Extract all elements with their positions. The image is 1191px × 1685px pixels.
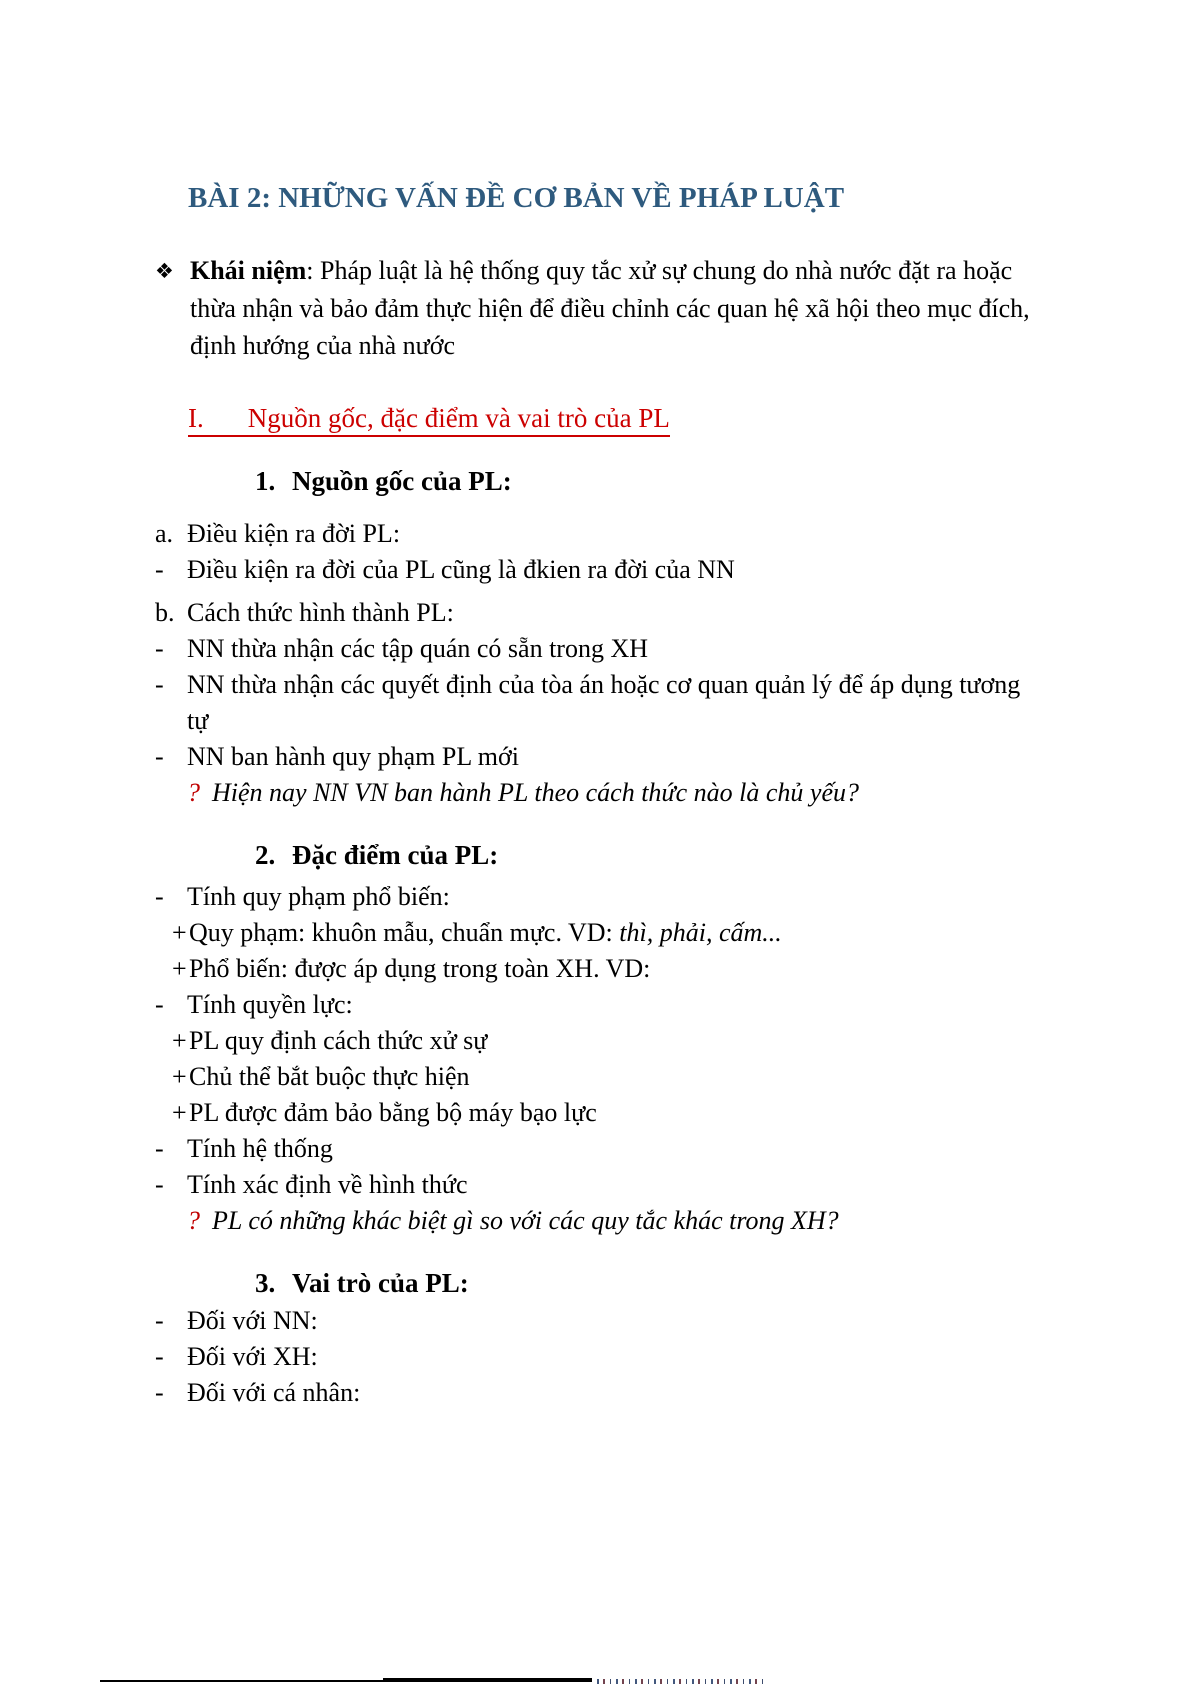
list-marker: -	[155, 1169, 164, 1199]
section-numeral: I.	[188, 402, 204, 433]
question-mark: ?	[187, 1205, 200, 1235]
section-title: Nguồn gốc, đặc điểm và vai trò của PL	[247, 402, 670, 433]
subsection-number: 1.	[255, 465, 276, 496]
list-item: - Tính quy phạm phổ biến:	[0, 879, 1191, 915]
page-title: BÀI 2: NHỮNG VẤN ĐỀ CƠ BẢN VỀ PHÁP LUẬT	[188, 182, 845, 214]
concept-paragraph	[0, 252, 1191, 365]
list-item: a. Điều kiện ra đời PL:	[0, 516, 1191, 552]
list-item: - Tính xác định về hình thức	[0, 1167, 1191, 1203]
list-marker: +	[172, 1097, 187, 1127]
concept-definition: : Pháp luật là hệ thống quy tắc xử sự chung do nhà nước đặt ra hoặc thừa nhận và bảo đảm thực hiện để điều chỉnh các quan hệ xã hội theo mục đích, định hướng của nhà nước	[190, 256, 1030, 360]
list-marker: -	[155, 989, 164, 1019]
section-heading-i	[0, 403, 1191, 437]
list-marker: -	[155, 741, 164, 771]
list-item: - NN thừa nhận các tập quán có sẵn trong XH	[0, 631, 1191, 667]
subsection-heading-1	[0, 465, 1191, 497]
list-item: - NN ban hành quy phạm PL mới	[0, 739, 1191, 775]
list-marker: +	[172, 953, 187, 983]
page-edge-bar	[383, 1678, 592, 1682]
list-text: Quy phạm: khuôn mẫu, chuẩn mực. VD: thì, phải, cấm...	[189, 917, 782, 947]
diamond-bullet-icon: ❖	[155, 259, 174, 283]
subsection-title: Nguồn gốc của PL:	[292, 465, 512, 496]
list-item: b. Cách thức hình thành PL:	[0, 595, 1191, 631]
list-item: - NN thừa nhận các quyết định của tòa án hoặc cơ quan quản lý để áp dụng tương tự	[0, 667, 1191, 739]
concept-text	[190, 252, 1035, 365]
subsection-title: Đặc điểm của PL:	[292, 839, 499, 870]
question-line: ? PL có những khác biệt gì so với các quy tắc khác trong XH?	[0, 1203, 1191, 1239]
list-marker: -	[155, 881, 164, 911]
section-heading-underline	[188, 403, 670, 437]
question-line: ? Hiện nay NN VN ban hành PL theo cách thức nào là chủ yếu?	[0, 775, 1191, 811]
subsection-heading-3	[0, 1267, 1191, 1299]
list-marker: -	[155, 1377, 164, 1407]
list-marker: -	[155, 633, 164, 663]
list-item: - Đối với cá nhân:	[0, 1375, 1191, 1411]
list-item: - Tính quyền lực:	[0, 987, 1191, 1023]
question-mark: ?	[187, 777, 200, 807]
list-marker: -	[155, 1133, 164, 1163]
concept-term: Khái niệm	[190, 256, 307, 285]
list-marker: +	[172, 1025, 187, 1055]
list-item: + Chủ thể bắt buộc thực hiện	[0, 1059, 1191, 1095]
list-marker: -	[155, 1341, 164, 1371]
list-item	[0, 915, 1191, 951]
subsection-number: 3.	[255, 1267, 276, 1298]
list-item: - Tính hệ thống	[0, 1131, 1191, 1167]
list-marker: -	[155, 1305, 164, 1335]
list-marker: +	[172, 1061, 187, 1091]
list-item: + PL quy định cách thức xử sự	[0, 1023, 1191, 1059]
example-italic: thì, phải, cấm...	[619, 917, 782, 947]
list-item: + PL được đảm bảo bằng bộ máy bạo lực	[0, 1095, 1191, 1131]
subsection-title: Vai trò của PL:	[292, 1267, 469, 1298]
list-marker: a.	[155, 518, 174, 548]
subsection-heading-2	[0, 839, 1191, 871]
list-marker: +	[172, 917, 187, 947]
subsection-number: 2.	[255, 839, 276, 870]
cutoff-text-sliver	[597, 1679, 765, 1684]
list-item: - Đối với NN:	[0, 1303, 1191, 1339]
list-item: - Điều kiện ra đời của PL cũng là đkien ra đời của NN	[0, 552, 1191, 588]
list-marker: -	[155, 669, 164, 699]
list-marker: -	[155, 554, 164, 584]
list-marker: b.	[155, 597, 175, 627]
list-item: - Đối với XH:	[0, 1339, 1191, 1375]
list-item: + Phổ biến: được áp dụng trong toàn XH. VD:	[0, 951, 1191, 987]
